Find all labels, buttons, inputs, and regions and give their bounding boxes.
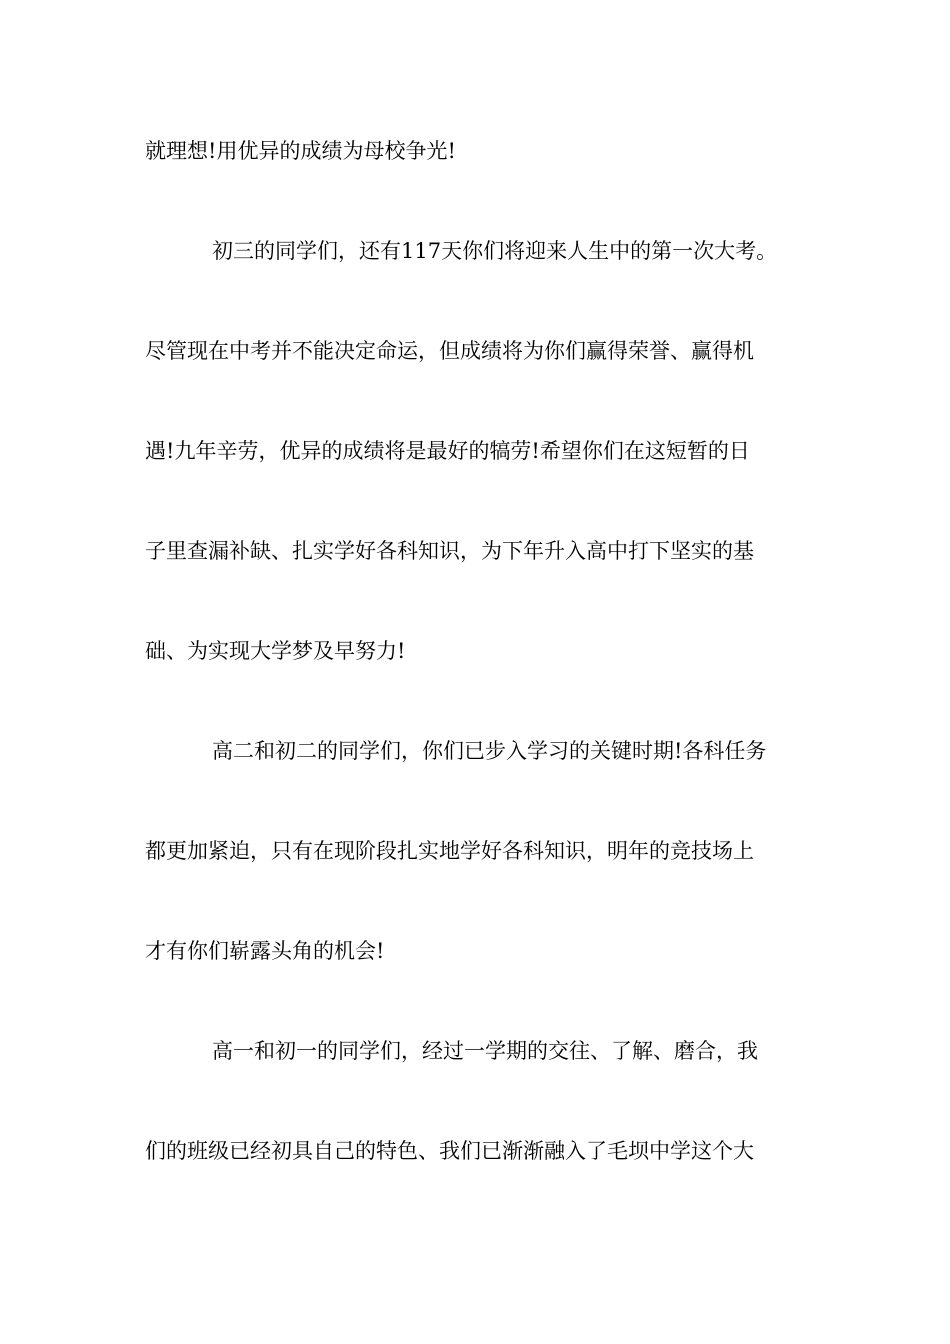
paragraph-start-line: 高一和初一的同学们，经过一学期的交往、了解、磨合，我 [212,1039,758,1063]
text-line-1: 就理想!用优异的成绩为母校争光! [145,139,456,163]
text-line-3: 尽管现在中考并不能决定命运，但成绩将为你们赢得荣誉、赢得机 [145,339,754,363]
text-line-8: 都更加紧迫，只有在现阶段扎实地学好各科知识，明年的竞技场上 [145,839,754,863]
text-line-9: 才有你们崭露头角的机会! [145,939,385,963]
text-line-6: 础、为实现大学梦及早努力! [145,639,406,663]
text-line-11: 们的班级已经初具自己的特色、我们已渐渐融入了毛坝中学这个大 [145,1139,754,1163]
text-line-5: 子里查漏补缺、扎实学好各科知识，为下年升入高中打下坚实的基 [145,539,754,563]
text-line-4: 遇!九年辛劳，优异的成绩将是最好的犒劳!希望你们在这短暂的日 [145,439,750,463]
paragraph-start-line: 高二和初二的同学们，你们已步入学习的关键时期!各科任务 [212,739,767,763]
paragraph-start-line: 初三的同学们，还有117天你们将迎来人生中的第一次大考。 [212,239,778,263]
